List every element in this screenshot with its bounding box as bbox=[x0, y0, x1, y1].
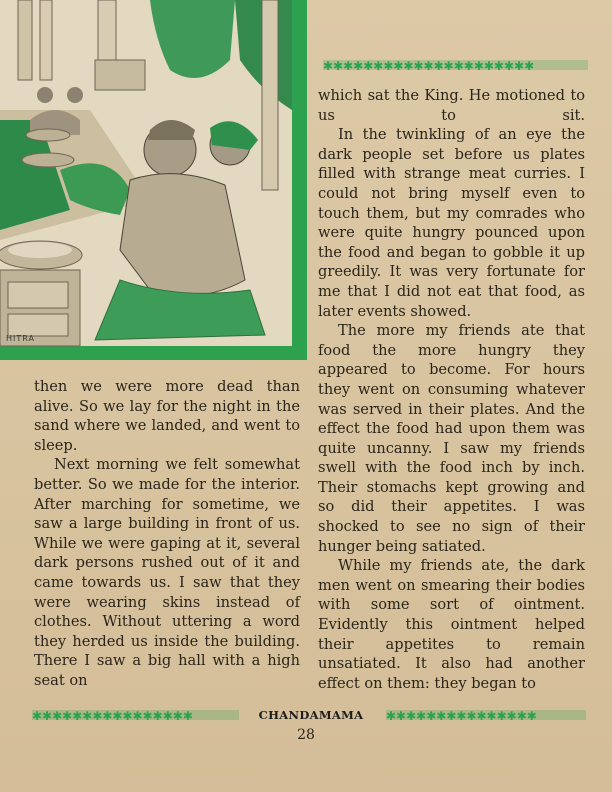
magazine-title: CHANDAMAMA bbox=[258, 708, 364, 722]
paragraph: While my friends ate, the dark men went on smearing their bodies with some sort of ointment. Evidently this ointment helped their appetites to remain unsatiated. It also had another effect on them: they began to bbox=[318, 557, 585, 692]
svg-text:✱✱✱✱✱✱✱✱✱✱✱✱✱✱✱: ✱✱✱✱✱✱✱✱✱✱✱✱✱✱✱ bbox=[386, 709, 537, 722]
column-right bbox=[318, 86, 585, 693]
paragraph: which sat the King. He motioned to us to sit. bbox=[318, 87, 585, 124]
svg-text:✱✱✱✱✱✱✱✱✱✱✱✱✱✱✱✱: ✱✱✱✱✱✱✱✱✱✱✱✱✱✱✱✱ bbox=[32, 709, 193, 722]
page-number: 28 bbox=[297, 727, 315, 743]
svg-text:✱✱✱✱✱✱✱✱✱✱✱✱✱✱✱✱✱✱✱✱✱: ✱✱✱✱✱✱✱✱✱✱✱✱✱✱✱✱✱✱✱✱✱ bbox=[323, 59, 535, 72]
paragraph: The more my friends ate that food the more hungry they appeared to become. For hours they went on consuming whatever was served in their plates. And the effect the food had upon them was quite uncanny. I saw my friends swell with the food inch by inch. Their stomachs kept growing and so did their appetites. I was shocked to see no sign of their hunger being satiated. bbox=[318, 322, 585, 555]
bottom-left-ornament bbox=[32, 708, 239, 722]
top-ornament-border bbox=[323, 58, 588, 72]
column-left bbox=[34, 377, 300, 691]
artist-signature: HITRA bbox=[6, 334, 35, 343]
bottom-right-ornament bbox=[386, 708, 586, 722]
paragraph: Next morning we felt somewhat better. So we made for the interior. After marching for sometime, we saw a large building in front of us. While we were gaping at it, several dark persons rushed out of it and came towards us. I saw that they were wearing skins instead of clothes. Without uttering a word they herded us inside the building. There I saw a big hall with a high seat on bbox=[34, 456, 300, 689]
illustration-artwork bbox=[0, 0, 307, 360]
paragraph: then we were more dead than alive. So we lay for the night in the sand where we landed, and went to sleep. bbox=[34, 378, 300, 454]
story-illustration bbox=[0, 0, 307, 360]
paragraph: In the twinkling of an eye the dark people set before us plates filled with strange meat curries. I could not bring myself even to touch them, but my comrades who were quite hungry pounced upon the food and began to gobble it up greedily. It was very fortunate for me that I did not eat that food, as later events showed. bbox=[318, 126, 585, 320]
